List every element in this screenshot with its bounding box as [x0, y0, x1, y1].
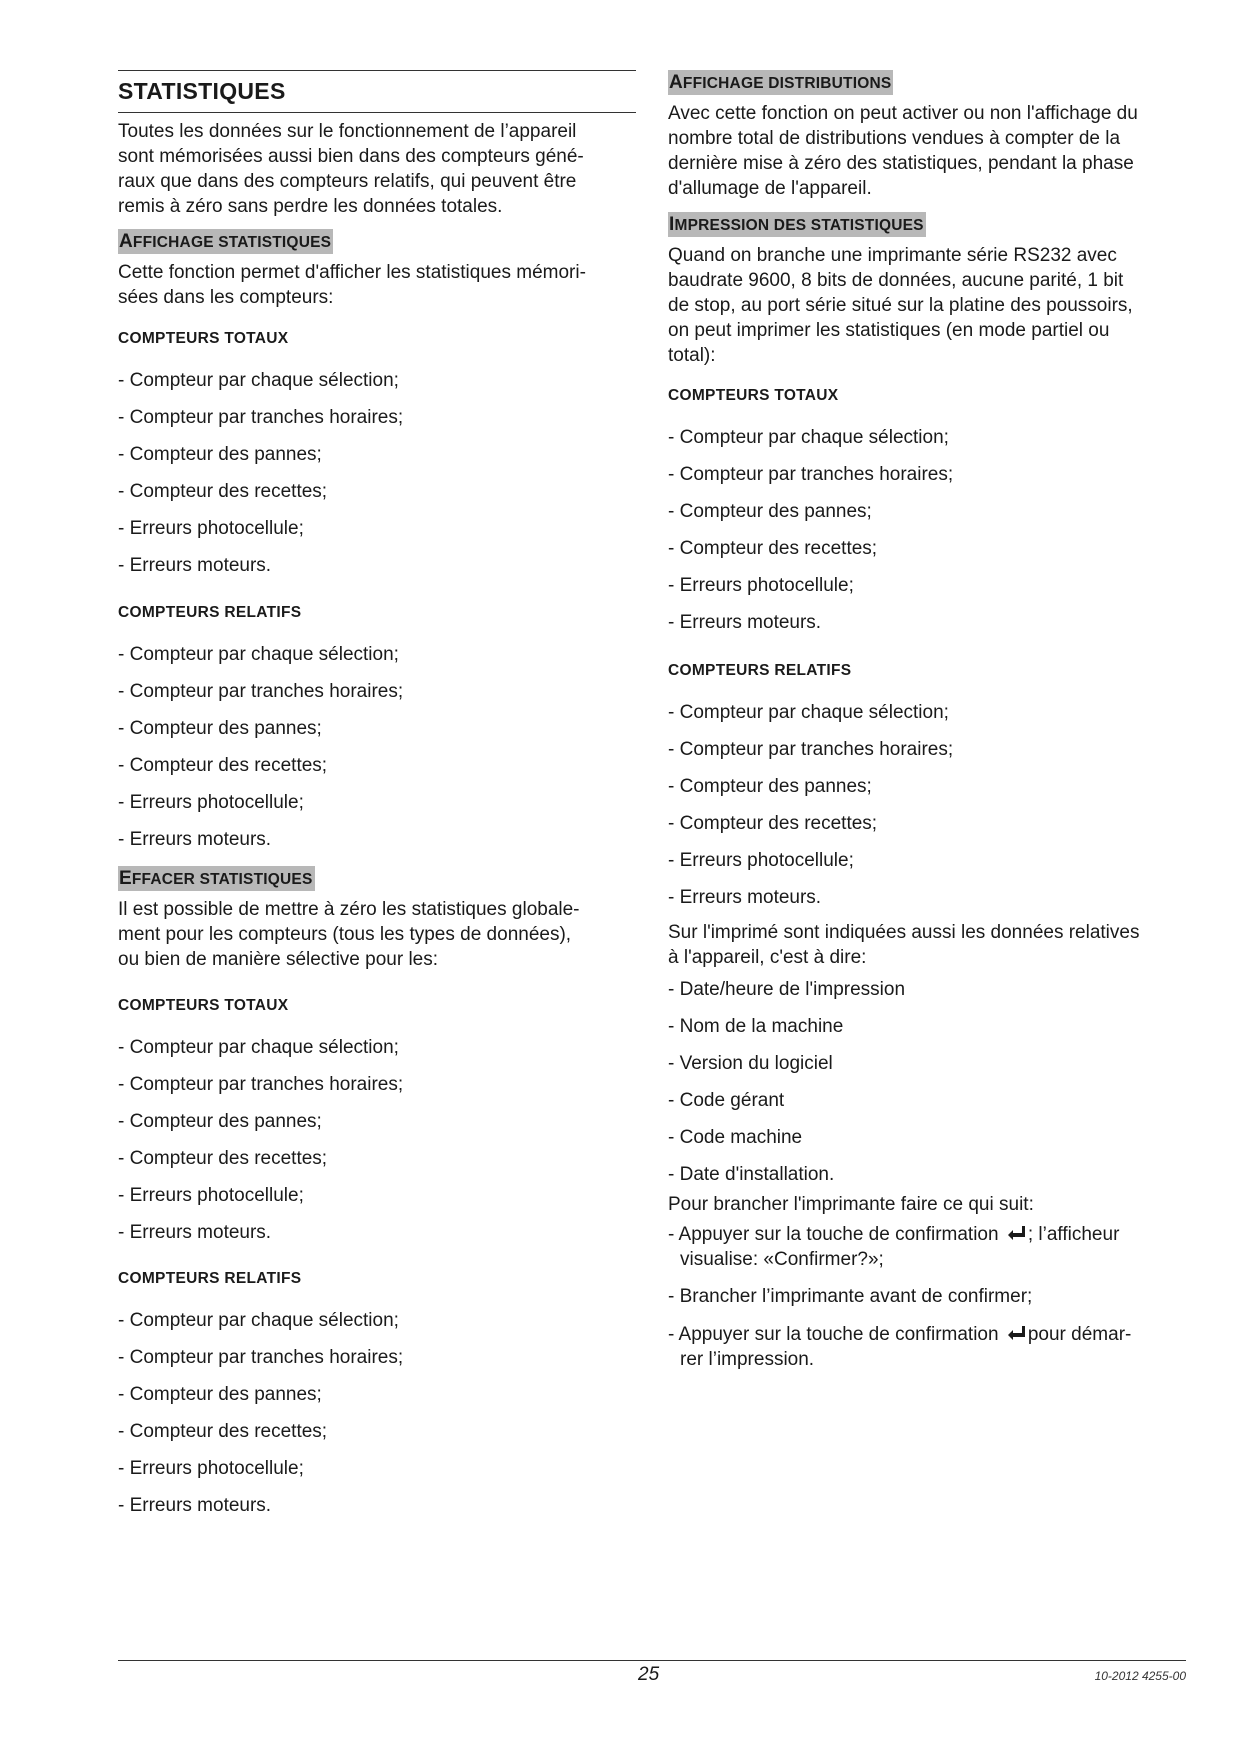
list-item: - Compteur des pannes;	[118, 1384, 322, 1405]
enter-key-icon	[1006, 1223, 1026, 1243]
list-compteurs-totaux-1	[118, 368, 403, 590]
list-compteurs-totaux-3	[668, 425, 953, 647]
list-item: - Compteur des pannes;	[668, 776, 872, 797]
list-item: - Compteur par chaque sélection;	[668, 427, 949, 448]
step-3: - Appuyer sur la touche de confirmation pour démar- rer l’impression.	[668, 1324, 1132, 1370]
list-item: - Erreurs moteurs.	[118, 555, 272, 576]
list-item: - Erreurs photocellule;	[118, 792, 304, 813]
impression-statistiques-text: Quand on branche une imprimante série RS232 avec baudrate 9600, 8 bits de données, aucune parité, 1 bit de stop, au port série situé sur la platine des poussoirs, on peut imprimer les statistiques (en mode partiel ou total):	[668, 245, 1133, 366]
list-item: - Compteur des recettes;	[668, 538, 878, 559]
connect-intro: Pour brancher l'imprimante faire ce qui suit:	[668, 1194, 1034, 1215]
list-item: - Erreurs moteurs.	[118, 829, 272, 850]
label-compteurs-totaux-1: COMPTEURS TOTAUX	[118, 330, 289, 347]
list-item: - Compteur par tranches horaires;	[118, 1074, 404, 1095]
list-compteurs-relatifs-3	[668, 700, 953, 922]
list-item: - Compteur par tranches horaires;	[118, 681, 404, 702]
list-item: - Compteur des recettes;	[118, 481, 328, 502]
list-item: - Erreurs photocellule;	[118, 518, 304, 539]
list-item: - Compteur par tranches horaires;	[118, 407, 404, 428]
list-item: - Compteur par tranches horaires;	[668, 464, 954, 485]
list-item: - Compteur des pannes;	[668, 501, 872, 522]
printed-data-intro: Sur l'imprimé sont indiquées aussi les données relatives à l'appareil, c'est à dire:	[668, 922, 1140, 968]
title-bottom-rule	[118, 112, 636, 113]
step-1: - Appuyer sur la touche de confirmation ; l’afficheur visualise: «Confirmer?»;	[668, 1224, 1120, 1270]
intro-paragraph: Toutes les données sur le fonctionnement de l’appareil sont mémorisées aussi bien dans des compteurs géné- raux que dans des compteurs relatifs, qui peuvent être remis à zéro sans perdre les données totales.	[118, 121, 584, 217]
page-number: 25	[638, 1664, 660, 1685]
list-item: - Compteur par tranches horaires;	[668, 739, 954, 760]
list-item: - Date d'installation.	[668, 1164, 835, 1185]
list-item: - Erreurs moteurs.	[668, 612, 822, 633]
footer-rule	[118, 1660, 1186, 1661]
enter-key-icon	[1006, 1323, 1026, 1343]
page-title: STATISTIQUES	[118, 78, 286, 104]
label-compteurs-totaux-3: COMPTEURS TOTAUX	[668, 387, 839, 404]
label-compteurs-relatifs-3: COMPTEURS RELATIFS	[668, 662, 852, 679]
list-item: - Erreurs moteurs.	[118, 1495, 272, 1516]
list-item: - Code gérant	[668, 1090, 785, 1111]
list-item: - Compteur par chaque sélection;	[118, 1037, 399, 1058]
list-item: - Compteur des pannes;	[118, 1111, 322, 1132]
list-item: - Compteur des pannes;	[118, 718, 322, 739]
step-2: - Brancher l’imprimante avant de confirmer;	[668, 1286, 1033, 1307]
heading-impression-statistiques: IMPRESSION DES STATISTIQUES	[669, 214, 924, 235]
effacer-statistiques-text: Il est possible de mettre à zéro les statistiques globale- ment pour les compteurs (tous les types de données), ou bien de manière sélective pour les:	[118, 899, 580, 970]
affichage-distributions-text: Avec cette fonction on peut activer ou non l'affichage du nombre total de distributions vendues à compter de la dernière mise à zéro des statistiques, pendant la phase d'allumage de l'appareil.	[668, 103, 1138, 199]
document-reference: 10-2012 4255-00	[1094, 1669, 1186, 1683]
list-item: - Compteur des recettes;	[118, 755, 328, 776]
list-item: - Erreurs photocellule;	[118, 1185, 304, 1206]
list-item: - Compteur par tranches horaires;	[118, 1347, 404, 1368]
list-item: - Compteur par chaque sélection;	[668, 702, 949, 723]
label-compteurs-totaux-2: COMPTEURS TOTAUX	[118, 997, 289, 1014]
heading-effacer-statistiques: EFFACER STATISTIQUES	[119, 868, 313, 889]
list-item: - Compteur des recettes;	[118, 1148, 328, 1169]
list-item: - Compteur par chaque sélection;	[118, 644, 399, 665]
list-item: - Erreurs photocellule;	[668, 575, 854, 596]
list-item: - Version du logiciel	[668, 1053, 833, 1074]
list-item: - Erreurs moteurs.	[118, 1222, 272, 1243]
list-compteurs-relatifs-2	[118, 1308, 403, 1530]
list-compteurs-totaux-2	[118, 1035, 403, 1257]
list-item: - Compteur des pannes;	[118, 444, 322, 465]
list-compteurs-relatifs-1	[118, 642, 403, 864]
label-compteurs-relatifs-2: COMPTEURS RELATIFS	[118, 1270, 302, 1287]
list-item: - Nom de la machine	[668, 1016, 844, 1037]
list-item: - Code machine	[668, 1127, 803, 1148]
list-item: - Compteur par chaque sélection;	[118, 1310, 399, 1331]
list-item: - Erreurs photocellule;	[668, 850, 854, 871]
list-printed-data	[668, 977, 905, 1199]
list-item: - Date/heure de l'impression	[668, 979, 906, 1000]
list-item: - Erreurs photocellule;	[118, 1458, 304, 1479]
title-top-rule	[118, 70, 636, 71]
list-item: - Compteur par chaque sélection;	[118, 370, 399, 391]
affichage-statistiques-text: Cette fonction permet d'afficher les statistiques mémori- sées dans les compteurs:	[118, 262, 586, 308]
label-compteurs-relatifs-1: COMPTEURS RELATIFS	[118, 604, 302, 621]
list-item: - Erreurs moteurs.	[668, 887, 822, 908]
list-item: - Compteur des recettes;	[118, 1421, 328, 1442]
heading-affichage-distributions: AFFICHAGE DISTRIBUTIONS	[669, 72, 892, 93]
heading-affichage-statistiques: AFFICHAGE STATISTIQUES	[119, 231, 332, 252]
list-item: - Compteur des recettes;	[668, 813, 878, 834]
